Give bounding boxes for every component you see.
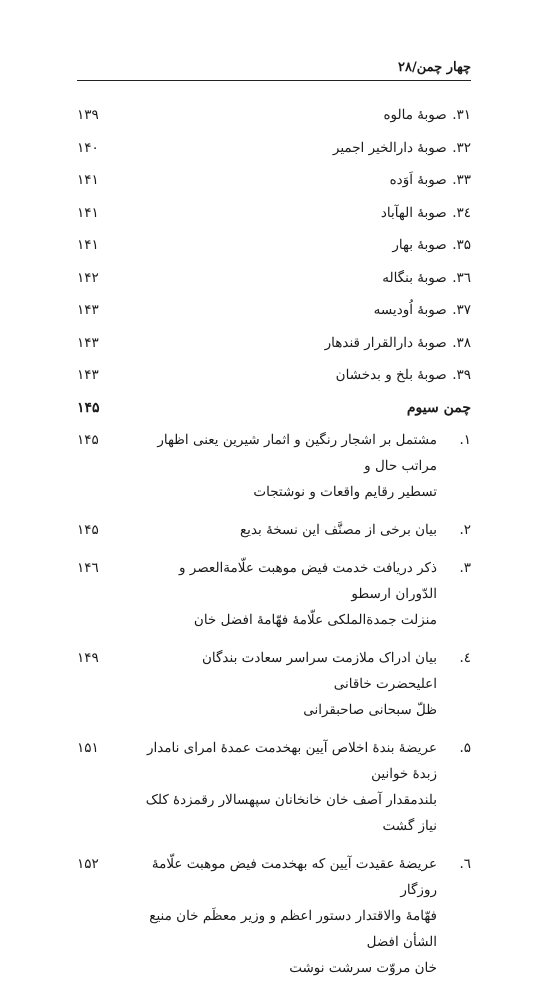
entry-number: ۳۱. <box>452 107 471 123</box>
subentry-line: ظلّ سبحانی صاحبقرانی <box>303 702 437 718</box>
toc-subentry <box>77 555 471 633</box>
subentry-line: بیان ادراک ملازمت سراسر سعادت بندگان اعلیحضرت خاقانی <box>201 650 437 692</box>
subentry-text <box>137 735 471 839</box>
subentry-line: عریضهٔ عقیدت آیین که بهخدمت فیض موهبت علّامهٔ روزگار <box>151 856 437 898</box>
subentry-line: خان مروّت سرشت نوشت <box>289 960 437 976</box>
entry-title: صوبهٔ مالوه <box>383 107 447 123</box>
toc-entry <box>77 167 471 200</box>
subentry-number: ۲. <box>459 522 471 538</box>
toc-entry <box>77 102 471 135</box>
subentry-page-number: ۱۴۵ <box>77 522 99 538</box>
entry-title: صوبهٔ دارالقرار قندهار <box>324 334 447 351</box>
entry-title: صوبهٔ بهار <box>392 237 447 253</box>
page-header <box>77 60 471 81</box>
subentry-text <box>137 427 471 505</box>
subentry-text <box>137 645 471 723</box>
subentry-page-number: ۱۵۱ <box>77 740 99 756</box>
entry-page-number: ۱۴۱ <box>77 204 99 221</box>
subentry-line: عریضهٔ بندهٔ اخلاص آیین بهخدمت عمدهٔ امرای نامدار زبدهٔ خوانین <box>146 740 437 782</box>
entry-title: صوبهٔ دارالخیر اجمیر <box>332 139 447 156</box>
entry-title: صوبهٔ اُودیسه <box>373 302 447 318</box>
entry-page-number: ۱۴۳ <box>77 367 99 383</box>
entry-page-number: ۱۳۹ <box>77 107 99 123</box>
entry-page-number: ۱۴۱ <box>77 172 99 188</box>
section-title: چمن سیوم <box>406 399 471 416</box>
subentry-number: ۵. <box>459 740 471 756</box>
toc-entry <box>77 135 471 168</box>
entry-number: ۳۷. <box>452 302 471 318</box>
toc-subentry <box>77 427 471 505</box>
subentry-page-number: ۱۴۵ <box>77 432 99 448</box>
subentry-line: فهّامهٔ والاقتدار دستور اعظم و وزیر معظَم خان منیع الشأن افضل <box>149 908 437 950</box>
toc-entry <box>77 265 471 298</box>
subentry-line: منزلت جمدةالملکی علّامهٔ فهّامهٔ افضل خان <box>193 612 437 628</box>
entry-page-number: ۱۴۰ <box>77 139 99 156</box>
subentry-number: ۳. <box>459 560 471 576</box>
entry-number: ۳۹. <box>452 367 471 383</box>
entry-title: صوبهٔ بلخ و بدخشان <box>335 367 447 383</box>
entry-number: ۳٤. <box>452 204 471 221</box>
entry-page-number: ۱۴۳ <box>77 302 99 318</box>
entry-page-number: ۱۴۲ <box>77 269 99 286</box>
toc-entry <box>77 200 471 233</box>
toc-subentry <box>77 645 471 723</box>
subentry-page-number: ۱۴۹ <box>77 650 99 666</box>
toc-entry <box>77 232 471 265</box>
entry-page-number: ۱۴۳ <box>77 334 99 351</box>
section-page-number: ۱۴۵ <box>77 399 100 416</box>
entry-page-number: ۱۴۱ <box>77 237 99 253</box>
entry-number: ۳۳. <box>452 172 471 188</box>
subentry-number: ٤. <box>459 650 471 666</box>
entry-number: ۳٦. <box>452 269 471 286</box>
subentry-text <box>137 555 471 633</box>
table-of-contents <box>77 102 471 993</box>
subentry-line: ذکر دریافت خدمت فیض موهبت علّامةالعصر و الدّوران ارسطو <box>178 560 437 602</box>
entry-number: ۳۵. <box>452 237 471 253</box>
toc-subentry <box>77 735 471 839</box>
subentry-line: بیان برخی از مصنَّف این نسخهٔ بدیع <box>240 522 437 538</box>
subentry-line: تسطیر رقایم واقعات و نوشتجات <box>253 484 437 500</box>
subentry-line: بلندمقدار آصف خان خانخانان سپهسالار رقمزدهٔ کلک نیاز گشت <box>145 792 437 834</box>
toc-subentry <box>77 517 471 543</box>
subentry-page-number: ۱۵۲ <box>77 856 99 872</box>
header-title: چهار چمن/۲۸ <box>398 60 471 75</box>
entry-number: ۳۸. <box>452 334 471 351</box>
subentry-page-number: ۱۴٦ <box>77 560 99 576</box>
subentry-text <box>137 851 471 981</box>
subentry-text <box>137 517 471 543</box>
toc-entry <box>77 362 471 395</box>
toc-entry <box>77 330 471 363</box>
entry-title: صوبهٔ بنگاله <box>382 269 447 286</box>
section-heading <box>77 395 471 428</box>
toc-subentry <box>77 851 471 981</box>
subentry-line: مشتمل بر اشجار رنگین و اثمار شیرین یعنی اظهار مراتب حال و <box>157 432 437 474</box>
subentry-number: ٦. <box>459 856 471 872</box>
subentry-number: ۱. <box>459 432 471 448</box>
toc-entry <box>77 297 471 330</box>
entry-number: ۳۲. <box>452 139 471 156</box>
entry-title: صوبهٔ الهآباد <box>380 204 447 221</box>
entry-title: صوبهٔ اَوَده <box>389 172 447 188</box>
